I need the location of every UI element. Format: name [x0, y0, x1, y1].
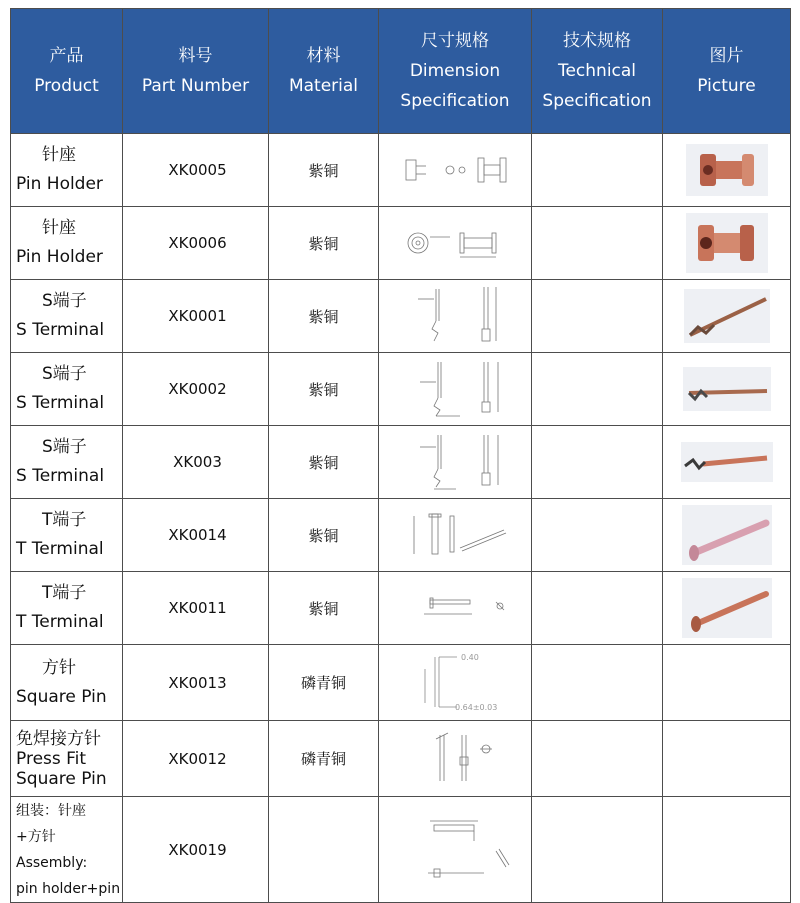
part-number: XK0014 — [123, 499, 269, 572]
material: 磷青铜 — [269, 721, 379, 797]
technical-spec — [532, 721, 663, 797]
dimension-drawing — [379, 797, 532, 903]
header-row — [11, 9, 791, 134]
dimension-drawing — [379, 353, 532, 426]
technical-spec — [532, 426, 663, 499]
part-number: XK003 — [123, 426, 269, 499]
product-name: 组装：针座 +方针 Assembly: pin holder+pin — [11, 797, 123, 903]
header-material: 材料 Material — [269, 9, 379, 134]
header-part-number: 料号 Part Number — [123, 9, 269, 134]
table-row — [11, 797, 791, 903]
product-table — [10, 8, 791, 903]
technical-spec — [532, 645, 663, 721]
product-name: T端子 T Terminal — [11, 499, 123, 572]
dimension-drawing — [379, 280, 532, 353]
material: 紫铜 — [269, 134, 379, 207]
product-picture — [663, 280, 791, 353]
product-name: 免焊接方针 Press Fit Square Pin — [11, 721, 123, 797]
product-name: 针座 Pin Holder — [11, 207, 123, 280]
material: 紫铜 — [269, 572, 379, 645]
part-number: XK0013 — [123, 645, 269, 721]
product-name: 方针 Square Pin — [11, 645, 123, 721]
part-number: XK0005 — [123, 134, 269, 207]
product-picture — [663, 207, 791, 280]
material: 紫铜 — [269, 426, 379, 499]
technical-spec — [532, 207, 663, 280]
dimension-drawing — [379, 134, 532, 207]
dimension-drawing — [379, 426, 532, 499]
dimension-drawing — [379, 572, 532, 645]
header-dimension: 尺寸规格 Dimension Specification — [379, 9, 532, 134]
technical-spec — [532, 280, 663, 353]
header-picture: 图片 Picture — [663, 9, 791, 134]
dimension-drawing — [379, 207, 532, 280]
table-row — [11, 280, 791, 353]
technical-spec — [532, 499, 663, 572]
product-name: T端子 T Terminal — [11, 572, 123, 645]
product-picture — [663, 134, 791, 207]
part-number: XK0019 — [123, 797, 269, 903]
part-number: XK0012 — [123, 721, 269, 797]
dimension-label-top: 0.40 — [461, 652, 479, 662]
table-row — [11, 207, 791, 280]
product-picture — [663, 353, 791, 426]
table-row — [11, 426, 791, 499]
technical-spec — [532, 353, 663, 426]
material: 紫铜 — [269, 353, 379, 426]
technical-spec — [532, 572, 663, 645]
product-name: S端子 S Terminal — [11, 280, 123, 353]
table-row — [11, 134, 791, 207]
dimension-drawing — [379, 645, 532, 721]
product-name: S端子 S Terminal — [11, 426, 123, 499]
product-name: S端子 S Terminal — [11, 353, 123, 426]
part-number: XK0006 — [123, 207, 269, 280]
material: 紫铜 — [269, 207, 379, 280]
product-picture — [663, 797, 791, 903]
product-picture — [663, 499, 791, 572]
product-name: 针座 Pin Holder — [11, 134, 123, 207]
part-number: XK0011 — [123, 572, 269, 645]
table-row — [11, 645, 791, 721]
technical-spec — [532, 797, 663, 903]
part-number: XK0001 — [123, 280, 269, 353]
table-row — [11, 499, 791, 572]
material — [269, 797, 379, 903]
dimension-label-bottom: 0.64±0.03 — [455, 702, 498, 712]
product-picture — [663, 721, 791, 797]
header-product: 产品 Product — [11, 9, 123, 134]
technical-spec — [532, 134, 663, 207]
material: 磷青铜 — [269, 645, 379, 721]
material: 紫铜 — [269, 280, 379, 353]
header-technical: 技术规格 Technical Specification — [532, 9, 663, 134]
part-number: XK0002 — [123, 353, 269, 426]
table-row — [11, 353, 791, 426]
product-picture — [663, 645, 791, 721]
dimension-drawing — [379, 721, 532, 797]
table-row — [11, 721, 791, 797]
table-row — [11, 572, 791, 645]
material: 紫铜 — [269, 499, 379, 572]
product-picture — [663, 572, 791, 645]
product-picture — [663, 426, 791, 499]
dimension-drawing — [379, 499, 532, 572]
